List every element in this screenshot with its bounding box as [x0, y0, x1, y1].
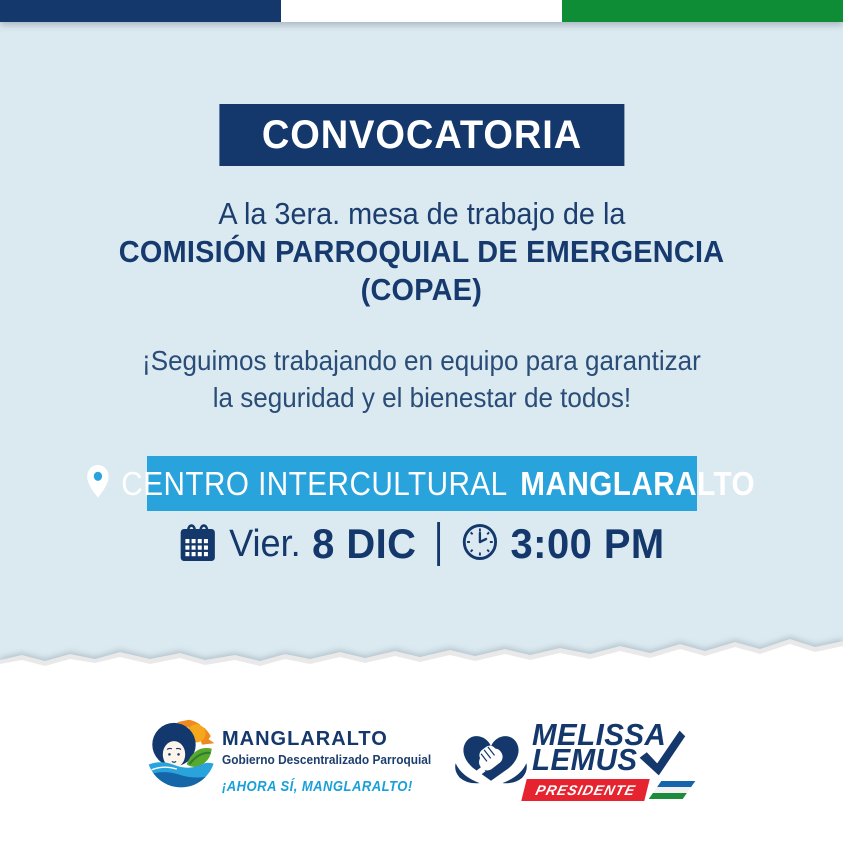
checkmark-icon [638, 728, 686, 778]
location-pin-icon [88, 465, 110, 503]
role-badge: PRESIDENTE [521, 779, 650, 801]
candidate-first-name: MELISSA [532, 717, 667, 752]
calendar-icon [178, 520, 218, 569]
heart-handshake-icon [452, 728, 530, 792]
location-banner [121, 456, 756, 511]
stripe-white-segment [281, 0, 562, 22]
manglaralto-emblem-icon [146, 718, 216, 788]
schedule-row [0, 518, 843, 570]
title-banner [219, 104, 624, 166]
schedule-day: Vier. [229, 522, 301, 565]
location-prefix: CENTRO INTERCULTURAL [121, 464, 509, 502]
poster-title: CONVOCATORIA [261, 113, 582, 157]
flag-stripes-icon [649, 781, 696, 799]
gad-manglaralto-logo [146, 714, 442, 795]
campaign-logo [452, 717, 689, 801]
stripe-navy-segment [0, 0, 281, 22]
top-tricolor-stripe [0, 0, 843, 22]
gad-subtitle: Gobierno Descentralizado Parroquial [222, 753, 432, 767]
location-name: MANGLARALTO [520, 464, 756, 502]
schedule-time: 3:00 PM [510, 520, 665, 567]
candidate-last-name: LEMUS [532, 742, 638, 778]
torn-paper-edge [0, 630, 843, 700]
schedule-date: 8 DIC [312, 520, 417, 567]
intro-line: A la 3era. mesa de trabajo de la [217, 196, 626, 231]
stripe-green-segment [562, 0, 843, 22]
subject-line-2: (COPAE) [360, 272, 483, 307]
gad-name: MANGLARALTO [222, 728, 388, 750]
message-line-1: ¡Seguimos trabajando en equipo para garantizar [142, 345, 701, 376]
message-line-2: la seguridad y el bienestar de todos! [212, 382, 631, 413]
gad-slogan: ¡AHORA SÍ, MANGLARALTO! [222, 779, 413, 795]
clock-icon [461, 522, 499, 567]
subject-line-1: COMISIÓN PARROQUIAL DE EMERGENCIA [118, 234, 725, 269]
schedule-separator [438, 522, 441, 566]
